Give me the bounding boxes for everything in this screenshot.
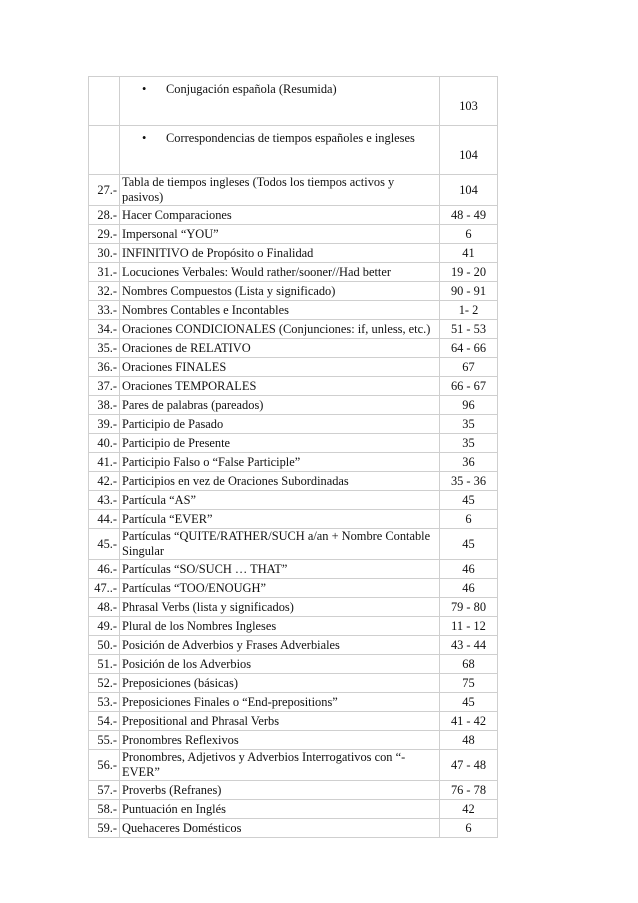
entry-page: 42 (440, 800, 498, 819)
entry-title: Nombres Compuestos (Lista y significado) (120, 282, 440, 301)
table-row (89, 819, 498, 838)
entry-title: Partículas “QUITE/RATHER/SUCH a/an + Nombre Contable Singular (120, 529, 440, 560)
entry-number: 42.- (89, 472, 120, 491)
entry-title: Hacer Comparaciones (120, 206, 440, 225)
table-row (89, 377, 498, 396)
entry-title: Participios en vez de Oraciones Subordinadas (120, 472, 440, 491)
table-row (89, 175, 498, 206)
table-row (89, 282, 498, 301)
table-row (89, 800, 498, 819)
entry-page: 36 (440, 453, 498, 472)
entry-page: 90 - 91 (440, 282, 498, 301)
entry-number: 27.- (89, 175, 120, 206)
table-row (89, 598, 498, 617)
table-row (89, 415, 498, 434)
entry-page: 6 (440, 510, 498, 529)
entry-title: Participio Falso o “False Participle” (120, 453, 440, 472)
entry-title: Quehaceres Domésticos (120, 819, 440, 838)
entry-page: 45 (440, 529, 498, 560)
bullet-icon (142, 131, 166, 146)
bullet-row (89, 126, 498, 175)
entry-title: Pronombres, Adjetivos y Adverbios Interrogativos con “-EVER” (120, 750, 440, 781)
table-row (89, 731, 498, 750)
entry-title: Proverbs (Refranes) (120, 781, 440, 800)
bullet-icon (142, 82, 166, 97)
entry-number: 51.- (89, 655, 120, 674)
table-row (89, 617, 498, 636)
table-row (89, 579, 498, 598)
entry-number: 43.- (89, 491, 120, 510)
table-row (89, 655, 498, 674)
entry-number: 49.- (89, 617, 120, 636)
entry-page: 47 - 48 (440, 750, 498, 781)
entry-number: 35.- (89, 339, 120, 358)
entry-page: 104 (440, 126, 498, 175)
entry-number: 52.- (89, 674, 120, 693)
table-row (89, 453, 498, 472)
entry-page: 35 - 36 (440, 472, 498, 491)
entry-page: 6 (440, 819, 498, 838)
entry-title: Partículas “TOO/ENOUGH” (120, 579, 440, 598)
entry-title: Partícula “AS” (120, 491, 440, 510)
entry-page: 46 (440, 579, 498, 598)
entry-page: 41 - 42 (440, 712, 498, 731)
entry-page: 41 (440, 244, 498, 263)
entry-title: Plural de los Nombres Ingleses (120, 617, 440, 636)
entry-number: 48.- (89, 598, 120, 617)
entry-page: 64 - 66 (440, 339, 498, 358)
entry-page: 35 (440, 415, 498, 434)
entry-title: Locuciones Verbales: Would rather/sooner//Had better (120, 263, 440, 282)
table-row (89, 712, 498, 731)
entry-title: Pares de palabras (pareados) (120, 396, 440, 415)
index-table-body (89, 77, 498, 838)
entry-page: 51 - 53 (440, 320, 498, 339)
index-table (88, 76, 498, 838)
entry-number (89, 126, 120, 175)
table-row (89, 491, 498, 510)
entry-page: 46 (440, 560, 498, 579)
entry-number: 58.- (89, 800, 120, 819)
entry-number: 45.- (89, 529, 120, 560)
table-row (89, 750, 498, 781)
table-row (89, 693, 498, 712)
entry-page: 79 - 80 (440, 598, 498, 617)
entry-title: Puntuación en Inglés (120, 800, 440, 819)
entry-page: 48 - 49 (440, 206, 498, 225)
entry-title: Prepositional and Phrasal Verbs (120, 712, 440, 731)
entry-number: 29.- (89, 225, 120, 244)
entry-title: INFINITIVO de Propósito o Finalidad (120, 244, 440, 263)
bullet-row (89, 77, 498, 126)
table-row (89, 674, 498, 693)
entry-number: 46.- (89, 560, 120, 579)
entry-number: 39.- (89, 415, 120, 434)
entry-number: 40.- (89, 434, 120, 453)
entry-page: 104 (440, 175, 498, 206)
table-row (89, 560, 498, 579)
entry-title: Partículas “SO/SUCH … THAT” (120, 560, 440, 579)
entry-number: 53.- (89, 693, 120, 712)
entry-page: 48 (440, 731, 498, 750)
table-row (89, 320, 498, 339)
entry-number: 30.- (89, 244, 120, 263)
entry-number: 37.- (89, 377, 120, 396)
entry-page: 67 (440, 358, 498, 377)
entry-title: Tabla de tiempos ingleses (Todos los tiempos activos y pasivos) (120, 175, 440, 206)
entry-title: Participio de Presente (120, 434, 440, 453)
entry-title (120, 77, 440, 126)
entry-title: Posición de los Adverbios (120, 655, 440, 674)
entry-page: 43 - 44 (440, 636, 498, 655)
table-row (89, 472, 498, 491)
entry-page: 35 (440, 434, 498, 453)
table-row (89, 529, 498, 560)
entry-number: 56.- (89, 750, 120, 781)
entry-title: Pronombres Reflexivos (120, 731, 440, 750)
table-row (89, 263, 498, 282)
table-row (89, 206, 498, 225)
entry-page: 66 - 67 (440, 377, 498, 396)
entry-number: 34.- (89, 320, 120, 339)
entry-number: 55.- (89, 731, 120, 750)
entry-title-text: Conjugación española (Resumida) (166, 82, 337, 96)
entry-page: 96 (440, 396, 498, 415)
entry-number: 31.- (89, 263, 120, 282)
entry-page: 68 (440, 655, 498, 674)
entry-title: Preposiciones (básicas) (120, 674, 440, 693)
entry-title: Partícula “EVER” (120, 510, 440, 529)
entry-number: 28.- (89, 206, 120, 225)
entry-page: 75 (440, 674, 498, 693)
entry-page: 19 - 20 (440, 263, 498, 282)
entry-page: 76 - 78 (440, 781, 498, 800)
entry-title: Oraciones FINALES (120, 358, 440, 377)
table-row (89, 339, 498, 358)
entry-page: 1- 2 (440, 301, 498, 320)
entry-page: 45 (440, 491, 498, 510)
entry-title (120, 126, 440, 175)
entry-title: Oraciones de RELATIVO (120, 339, 440, 358)
entry-number: 44.- (89, 510, 120, 529)
entry-title-text: Correspondencias de tiempos españoles e ingleses (166, 131, 415, 145)
entry-title: Oraciones CONDICIONALES (Conjunciones: if, unless, etc.) (120, 320, 440, 339)
table-row (89, 225, 498, 244)
entry-number: 47..- (89, 579, 120, 598)
entry-number: 32.- (89, 282, 120, 301)
entry-title: Phrasal Verbs (lista y significados) (120, 598, 440, 617)
entry-title: Nombres Contables e Incontables (120, 301, 440, 320)
table-row (89, 301, 498, 320)
entry-number: 59.- (89, 819, 120, 838)
table-row (89, 510, 498, 529)
entry-title: Posición de Adverbios y Frases Adverbiales (120, 636, 440, 655)
entry-title: Preposiciones Finales o “End-prepositions” (120, 693, 440, 712)
table-row (89, 636, 498, 655)
entry-page: 103 (440, 77, 498, 126)
entry-number (89, 77, 120, 126)
entry-page: 6 (440, 225, 498, 244)
entry-page: 11 - 12 (440, 617, 498, 636)
entry-title: Impersonal “YOU” (120, 225, 440, 244)
entry-number: 33.- (89, 301, 120, 320)
table-row (89, 244, 498, 263)
entry-number: 57.- (89, 781, 120, 800)
entry-number: 54.- (89, 712, 120, 731)
entry-title: Oraciones TEMPORALES (120, 377, 440, 396)
entry-number: 38.- (89, 396, 120, 415)
table-row (89, 358, 498, 377)
table-row (89, 781, 498, 800)
entry-number: 36.- (89, 358, 120, 377)
table-row (89, 396, 498, 415)
table-row (89, 434, 498, 453)
entry-title: Participio de Pasado (120, 415, 440, 434)
entry-number: 41.- (89, 453, 120, 472)
entry-page: 45 (440, 693, 498, 712)
entry-number: 50.- (89, 636, 120, 655)
